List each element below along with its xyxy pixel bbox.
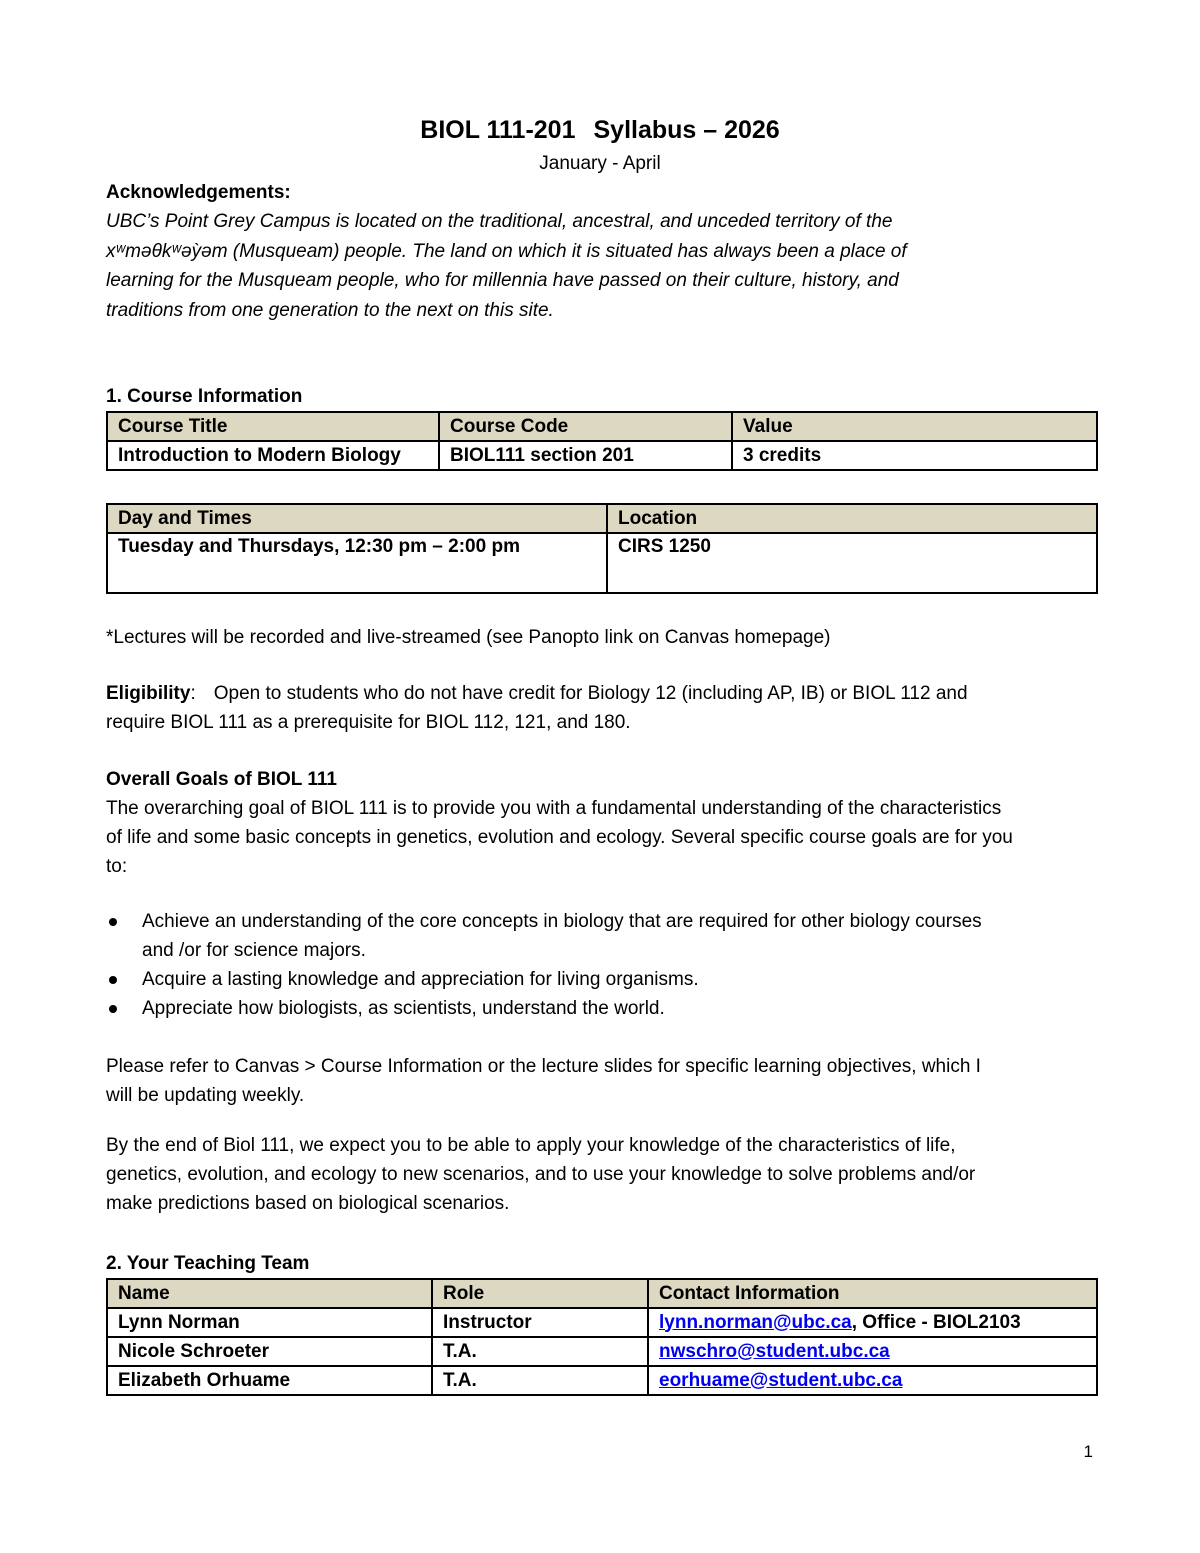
refer-line: Please refer to Canvas > Course Information or the lecture slides for specific learning objectives, which I: [106, 1056, 981, 1077]
table-cell: Introduction to Modern Biology: [107, 441, 439, 470]
team-name: Elizabeth Orhuame: [107, 1366, 432, 1395]
end-line: make predictions based on biological scenarios.: [106, 1193, 510, 1214]
table-row: [107, 1308, 1097, 1337]
office-info: , Office - BIOL2103: [851, 1311, 1021, 1333]
course-info-table: [106, 411, 1098, 471]
table-header-row: [107, 1279, 1097, 1308]
title-course-code: BIOL 111-201: [420, 116, 576, 144]
ack-line: learning for the Musqueam people, who for millennia have passed on their culture, history, and: [106, 270, 899, 291]
page-title: [0, 116, 1200, 145]
table-header-row: [107, 412, 1097, 441]
table-cell: 3 credits: [732, 441, 1097, 470]
acknowledgements-section: [106, 178, 1096, 325]
table-header-cell: Day and Times: [107, 504, 607, 533]
table-cell: BIOL111 section 201: [439, 441, 732, 470]
page-number: 1: [1083, 1442, 1093, 1461]
table-header-cell: Role: [432, 1279, 648, 1308]
table-header-cell: Course Code: [439, 412, 732, 441]
table-cell: CIRS 1250: [607, 533, 1097, 593]
table-header-cell: Value: [732, 412, 1097, 441]
end-line: genetics, evolution, and ecology to new scenarios, and to use your knowledge to solve problems and/or: [106, 1164, 976, 1185]
table-header-cell: Location: [607, 504, 1097, 533]
goals-intro-line: The overarching goal of BIOL 111 is to provide you with a fundamental understanding of the characteristics: [106, 798, 1002, 819]
end-line: By the end of Biol 111, we expect you to be able to apply your knowledge of the characteristics of life,: [106, 1135, 956, 1156]
table-row: [107, 441, 1097, 470]
teaching-team-table: [106, 1278, 1098, 1396]
team-contact: [648, 1337, 1097, 1366]
email-link[interactable]: nwschro@student.ubc.ca: [659, 1340, 890, 1362]
team-name: Lynn Norman: [107, 1308, 432, 1337]
end-of-course-paragraph: [106, 1131, 1096, 1218]
acknowledgements-heading: Acknowledgements:: [106, 182, 291, 203]
ack-line: UBC’s Point Grey Campus is located on the traditional, ancestral, and unceded territory of the: [106, 211, 893, 232]
page-subtitle: January - April: [539, 153, 661, 174]
table-header-cell: Contact Information: [648, 1279, 1097, 1308]
eligibility-label: Eligibility: [106, 683, 191, 704]
team-role: Instructor: [432, 1308, 648, 1337]
team-role: T.A.: [432, 1366, 648, 1395]
table-row: [107, 533, 1097, 593]
email-link[interactable]: eorhuame@student.ubc.ca: [659, 1369, 903, 1391]
list-item: Acquire a lasting knowledge and appreciation for living organisms.: [106, 965, 1096, 994]
course-information-heading: 1. Course Information: [106, 386, 303, 407]
eligibility-section: [106, 679, 1096, 737]
recording-note: *Lectures will be recorded and live-streamed (see Panopto link on Canvas homepage): [106, 627, 831, 648]
goals-intro-line: of life and some basic concepts in genetics, evolution and ecology. Several specific course goals are for you: [106, 827, 1013, 848]
goals-heading: Overall Goals of BIOL 111: [106, 769, 337, 790]
ack-line: traditions from one generation to the next on this site.: [106, 299, 554, 321]
list-item: Achieve an understanding of the core concepts in biology that are required for other biology courses and /or for science majors.: [106, 907, 1096, 965]
team-contact: [648, 1308, 1097, 1337]
table-row: [107, 1366, 1097, 1395]
table-header-cell: Name: [107, 1279, 432, 1308]
refer-line: will be updating weekly.: [106, 1085, 305, 1106]
schedule-table-wrapper: [106, 503, 1096, 594]
eligibility-colon: :: [190, 683, 196, 704]
schedule-table: [106, 503, 1098, 594]
team-name: Nicole Schroeter: [107, 1337, 432, 1366]
eligibility-line-1: [106, 679, 1096, 708]
table-cell: Tuesday and Thursdays, 12:30 pm – 2:00 pm: [107, 533, 607, 593]
team-role: T.A.: [432, 1337, 648, 1366]
eligibility-text: Open to students who do not have credit for Biology 12 (including AP, IB) or BIOL 112 and: [213, 683, 968, 704]
acknowledgements-text: [106, 207, 1096, 325]
refer-paragraph: [106, 1052, 1096, 1110]
table-header-cell: Course Title: [107, 412, 439, 441]
goals-intro-line: to:: [106, 856, 128, 877]
table-row: [107, 1337, 1097, 1366]
ack-line: xʷməθkʷəỳəm (Musqueam) people. The land on which it is situated has always been a place of: [106, 240, 907, 262]
teaching-team-table-wrapper: [106, 1278, 1096, 1396]
goals-list: [106, 907, 1096, 1023]
goals-section: [106, 765, 1096, 881]
email-link[interactable]: lynn.norman@ubc.ca: [659, 1311, 852, 1333]
goals-bullets: [106, 907, 1096, 1023]
team-contact: [648, 1366, 1097, 1395]
teaching-team-heading: 2. Your Teaching Team: [106, 1253, 310, 1274]
table-header-row: [107, 504, 1097, 533]
list-item: Appreciate how biologists, as scientists, understand the world.: [106, 994, 1096, 1023]
title-syllabus-year: Syllabus – 2026: [593, 116, 780, 144]
eligibility-line-2: require BIOL 111 as a prerequisite for BIOL 112, 121, and 180.: [106, 712, 631, 733]
course-info-table-wrapper: [106, 411, 1096, 471]
